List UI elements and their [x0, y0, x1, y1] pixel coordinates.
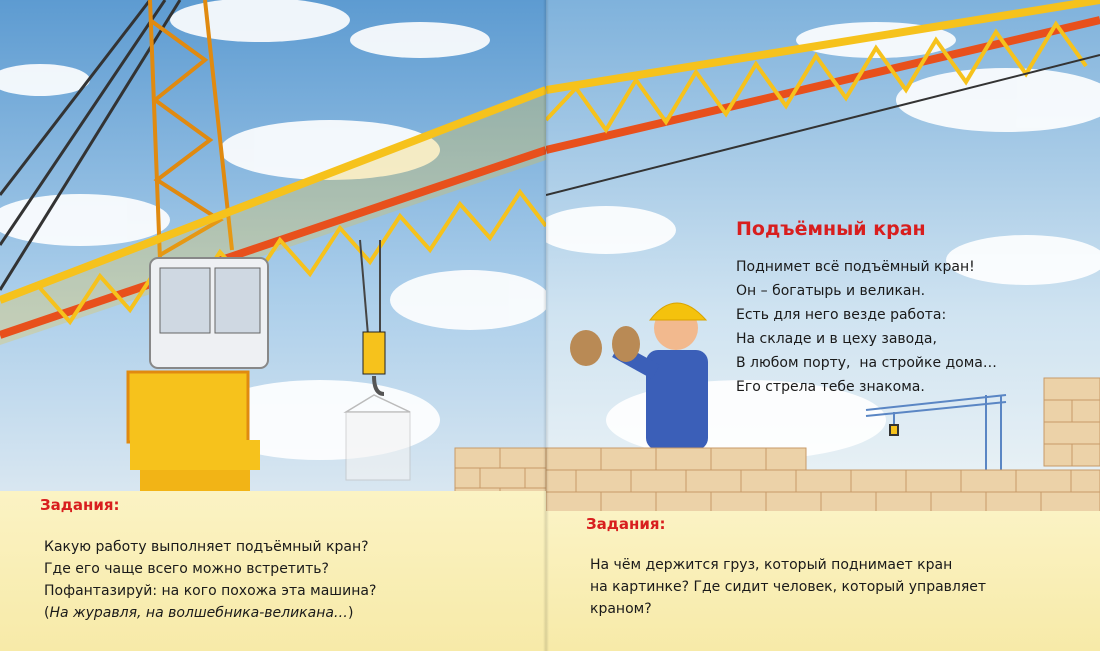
poem-line: Его стрела тебе знакома.	[736, 379, 925, 395]
task-line: На чём держится груз, который поднимает кран	[590, 557, 953, 573]
poem	[736, 255, 997, 399]
poem-line: На складе и в цеху завода,	[736, 331, 937, 347]
right-page	[546, 0, 1100, 651]
book-fold	[543, 0, 549, 651]
poem-line: Поднимет всё подъёмный кран!	[736, 259, 975, 275]
tasks-text-left	[44, 536, 376, 624]
tasks-label-left: Задания:	[40, 496, 120, 514]
task-line: Какую работу выполняет подъёмный кран?	[44, 539, 369, 555]
poem-line: Он – богатырь и великан.	[736, 283, 926, 299]
tasks-label-right: Задания:	[586, 515, 666, 533]
poem-title: Подъёмный кран	[736, 218, 926, 240]
task-line: Пофантазируй: на кого похожа эта машина?	[44, 583, 377, 599]
task-line: Где его чаще всего можно встретить?	[44, 561, 329, 577]
tasks-text-right	[590, 554, 986, 620]
task-line: на картинке? Где сидит человек, который управляет	[590, 579, 987, 595]
operator-cabin	[150, 258, 268, 368]
left-page	[0, 0, 546, 651]
poem-line: Есть для него везде работа:	[736, 307, 947, 323]
poem-line: В любом порту, на стройке дома…	[736, 355, 997, 371]
crane-base	[128, 372, 260, 510]
task-answer: (На журавля, на волшебника-великана…)	[44, 605, 354, 621]
task-line: краном?	[590, 601, 652, 617]
